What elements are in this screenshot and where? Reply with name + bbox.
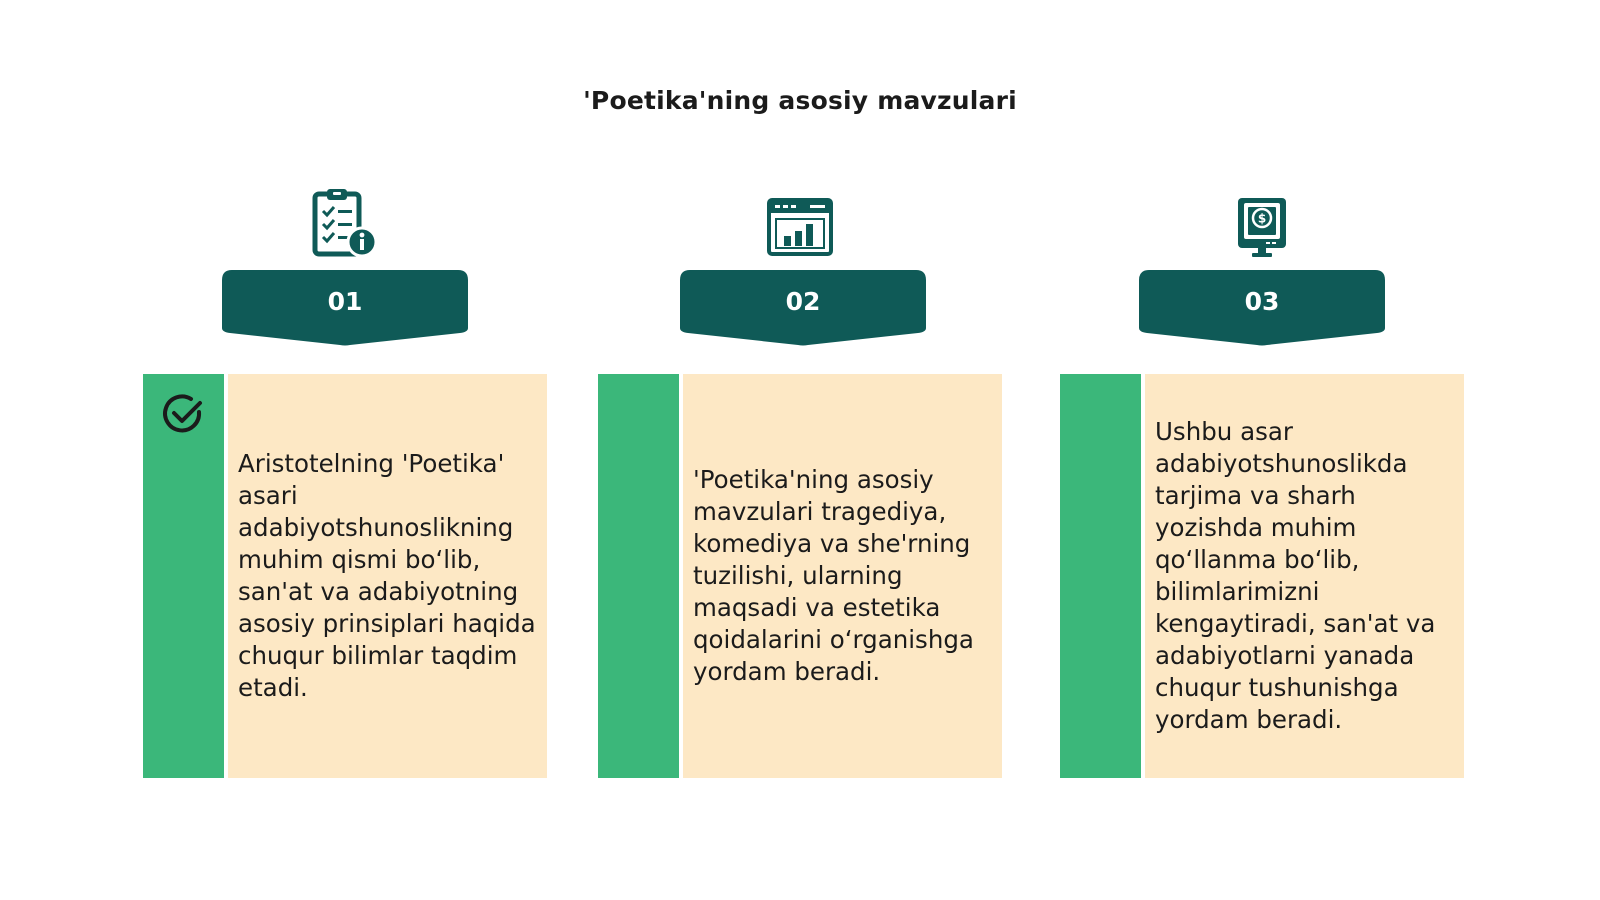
card-accent-stripe (598, 374, 679, 778)
page-title: 'Poetika'ning asosiy mavzulari (583, 86, 1017, 115)
browser-bar-chart-icon (762, 190, 838, 266)
card-body (1145, 374, 1464, 778)
step-badge-01 (222, 270, 468, 346)
step-text-03: Ushbu asar adabiyotshunoslikda tarjima va sharh yozishda muhim qo‘llanma bo‘lib, bilimlarimizni kengaytiradi, san'at va adabiyotlarni yanada chuqur tushunishga yordam beradi. (1155, 417, 1436, 734)
step-text-02: 'Poetika'ning asosiy mavzulari tragediya, komediya va she'rning tuzilishi, ularning maqsadi va estetika qoidalarini o‘rganishga yordam beradi. (693, 465, 974, 686)
clipboard-checklist-info-icon (307, 186, 383, 262)
step-card-03 (1060, 374, 1464, 778)
step-number-01: 01 (327, 287, 363, 316)
card-body (683, 374, 1002, 778)
check-circle-icon (161, 392, 205, 436)
card-accent-stripe (143, 374, 224, 778)
svg-text:$: $ (1257, 211, 1267, 226)
step-card-02 (598, 374, 1002, 778)
step-card-01 (143, 374, 547, 778)
step-badge-03 (1139, 270, 1385, 346)
monitor-dollar-icon (1224, 190, 1300, 266)
step-badge-02 (680, 270, 926, 346)
step-text-01: Aristotelning 'Poetika' asari adabiyotshunoslikning muhim qismi bo‘lib, san'at va adabiyotning asosiy prinsiplari haqida chuqur bilimlar taqdim etadi. (238, 449, 536, 702)
step-number-02: 02 (785, 287, 821, 316)
step-number-03: 03 (1244, 287, 1280, 316)
card-body (228, 374, 547, 778)
card-accent-stripe (1060, 374, 1141, 778)
